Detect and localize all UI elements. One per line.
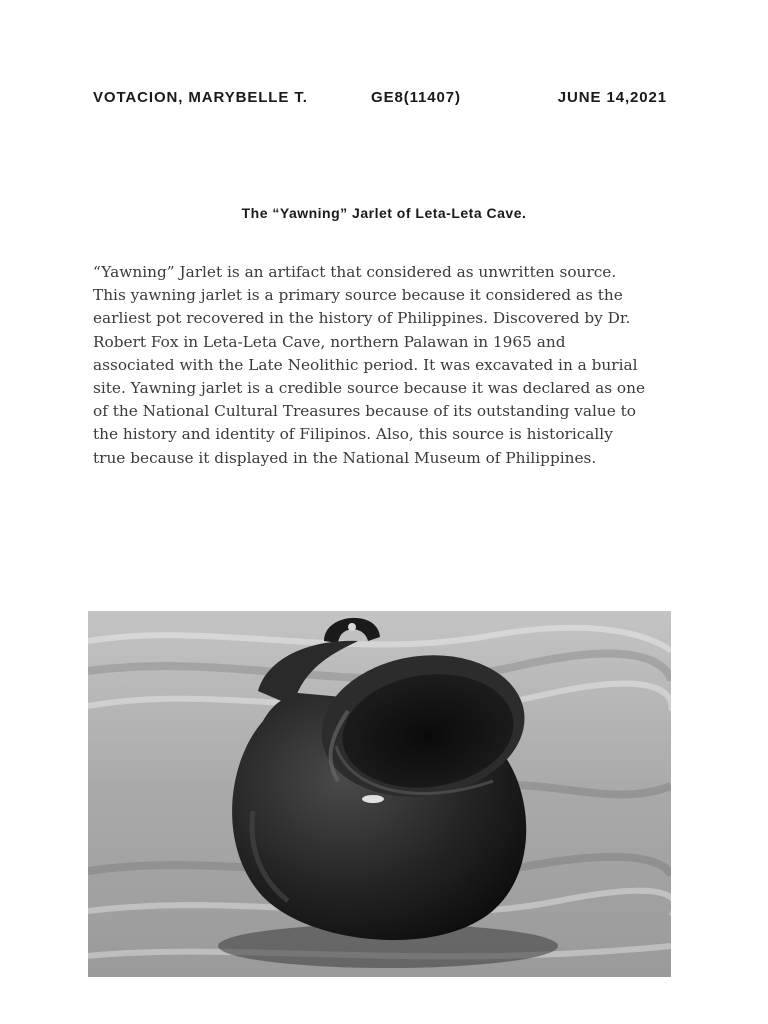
author-name: VOTACION, MARYBELLE T. [93, 89, 308, 106]
document-header [93, 89, 667, 111]
body-line: true because it displayed in the National Museum of Philippines. [93, 448, 597, 467]
document-date: JUNE 14,2021 [557, 89, 667, 106]
body-line: “Yawning” Jarlet is an artifact that considered as unwritten source. [93, 263, 617, 281]
course-code: GE8(11407) [371, 89, 461, 106]
body-line: of the National Cultural Treasures because of its outstanding value to [93, 402, 637, 421]
body-line: site. Yawning jarlet is a credible source because it was declared as one [93, 379, 646, 398]
jarlet-illustration [88, 611, 671, 977]
document-title: The “Yawning” Jarlet of Leta-Leta Cave. [241, 205, 527, 221]
body-line: the history and identity of Filipinos. Also, this source is historically [93, 425, 613, 444]
body-line: associated with the Late Neolithic period. It was excavated in a burial [93, 355, 638, 374]
body-line: This yawning jarlet is a primary source because it considered as the [93, 286, 623, 305]
body-line: earliest pot recovered in the history of Philippines. Discovered by Dr. [93, 309, 631, 328]
body-paragraph [93, 261, 683, 470]
body-line: Robert Fox in Leta-Leta Cave, northern Palawan in 1965 and [93, 332, 566, 351]
jarlet-photo [88, 611, 671, 977]
